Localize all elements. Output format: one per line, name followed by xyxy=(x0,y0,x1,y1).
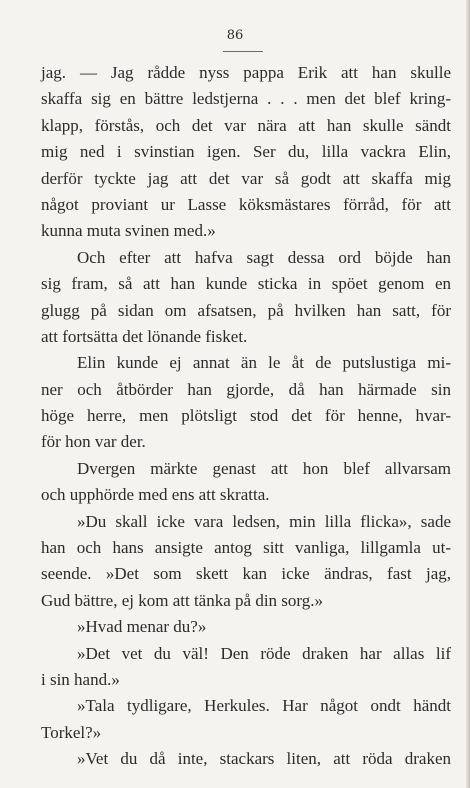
text-line: höge herre, men plötsligt stod det för henne, hvar- xyxy=(41,406,451,426)
text-line: jag. — Jag rådde nyss pappa Erik att han skulle xyxy=(41,63,451,82)
text-line: »Hvad menar du?» xyxy=(77,617,207,637)
text-line: Gud bättre, ej kom att tänka på din sorg.» xyxy=(41,590,324,610)
text-line: sig fram, så att han kunde sticka in spöet genom en xyxy=(41,274,451,294)
text-line: att fortsätta det lönande fisket. xyxy=(41,326,248,346)
text-line: derför tyckte jag att det var så godt att skaffa mig xyxy=(41,168,451,188)
text-line: för hon var der. xyxy=(41,432,146,452)
text-line: »Vet du då inte, stackars liten, att röda draken xyxy=(77,749,451,769)
text-line: »Det vet du väl! Den röde draken har allas lif xyxy=(77,643,451,663)
page-number: 86 xyxy=(226,28,244,43)
text-line: seende. »Det som skett kan icke ändras, fast jag, xyxy=(41,564,451,584)
body-text xyxy=(41,60,451,773)
text-line: Dvergen märkte genast att hon blef allvarsam xyxy=(77,458,451,478)
text-line: ner och åtbörder han gjorde, då han härmade sin xyxy=(41,379,451,399)
text-line: och upphörde med ens att skratta. xyxy=(41,485,270,505)
text-line: Torkel?» xyxy=(41,722,102,742)
text-line: något proviant ur Lasse köksmästares förråd, för att xyxy=(41,194,451,214)
text-line: i sin hand.» xyxy=(41,669,120,689)
text-line: kunna muta svinen med.» xyxy=(41,221,216,241)
text-line: Och efter att hafva sagt dessa ord böjde han xyxy=(77,247,451,267)
text-line: han och hans ansigte antog sitt vanliga, lillgamla ut- xyxy=(41,538,451,558)
text-line: Elin kunde ej annat än le åt de putslustiga mi- xyxy=(77,353,451,373)
text-line: »Du skall icke vara ledsen, min lilla flicka», sade xyxy=(77,511,451,531)
page-edge xyxy=(466,0,470,788)
text-line: glugg på sidan om afsatsen, på hvilken han satt, för xyxy=(41,300,451,320)
text-line: mig ned i svinstian igen. Ser du, lilla vackra Elin, xyxy=(41,142,451,162)
text-line: »Tala tydligare, Herkules. Har något ondt händt xyxy=(77,696,451,716)
text-line: klapp, förstås, och det var nära att han skulle sändt xyxy=(41,115,451,135)
header-rule xyxy=(223,51,263,52)
text-line: skaffa sig en bättre ledstjerna . . . men det blef kring- xyxy=(41,89,451,109)
